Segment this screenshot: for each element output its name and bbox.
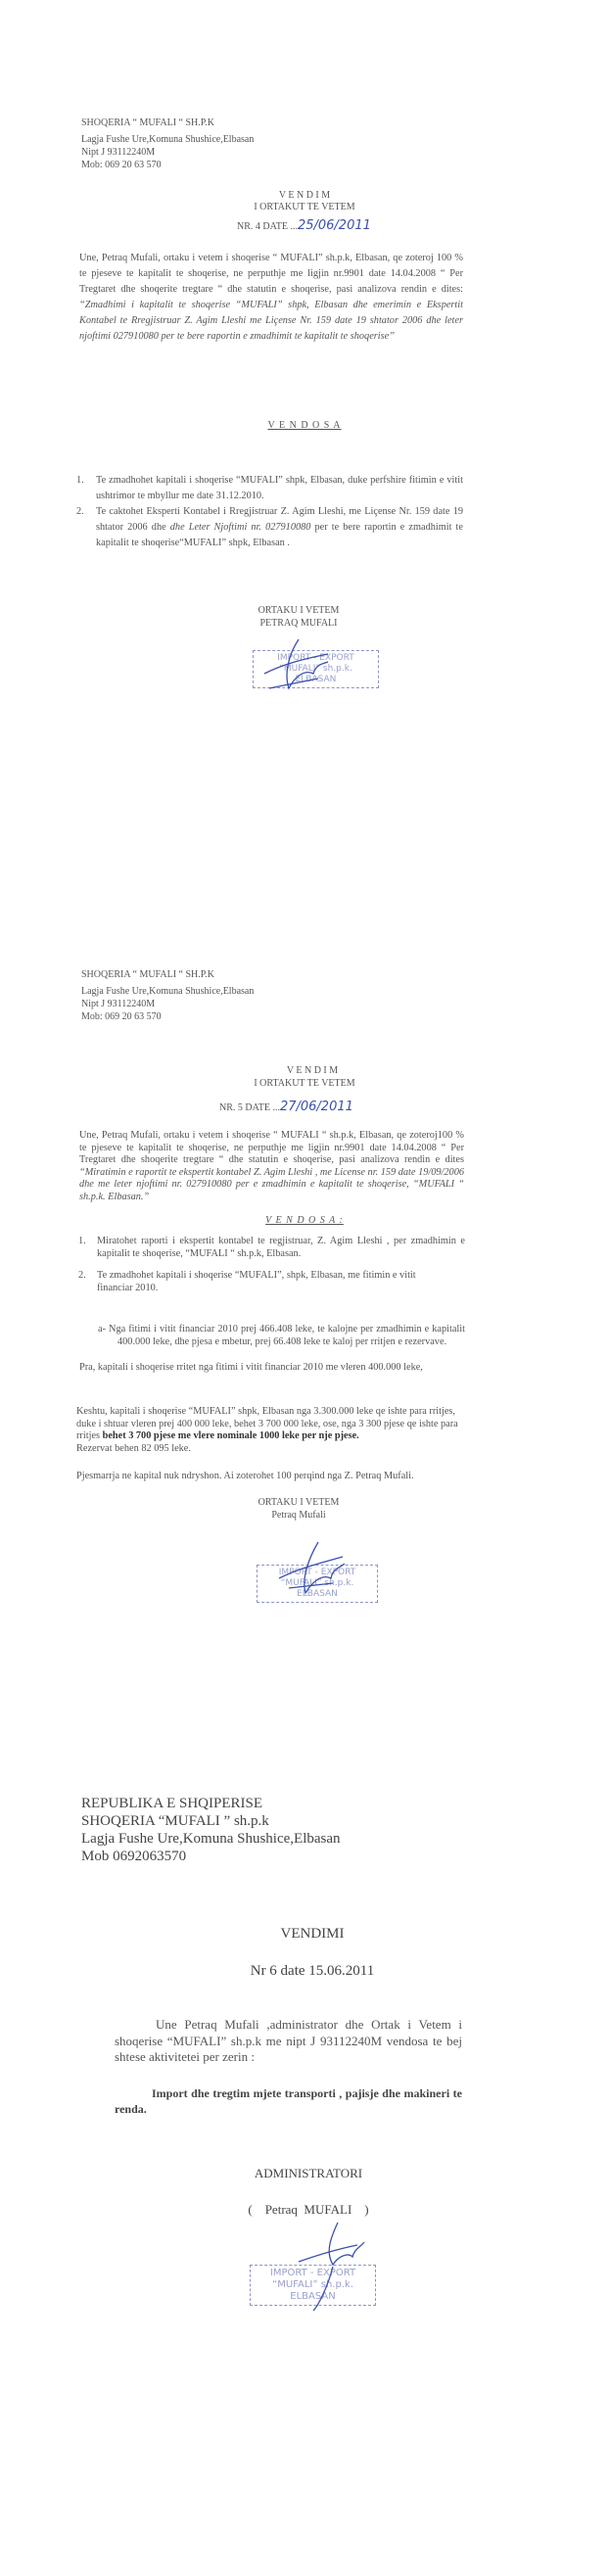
company-stamp: IMPORT - EXPORT “MUFALI” sh.p.k. ELBASAN — [253, 650, 379, 688]
handwritten-date: 25/06/2011 — [297, 218, 371, 233]
company-mobile: Mob: 069 20 63 570 — [81, 160, 162, 170]
company-mobile: Mob: 069 20 63 570 — [81, 1011, 162, 1022]
list-item: 1. Miratohet raporti i ekspertit kontabel te regjistruar, Z. Agim Lleshi , per zmadhimin e kapitalit te shoqerise, “MUFALI “ sh.p.k, Elbasan. — [78, 1236, 465, 1259]
company-nipt: Nipt J 93112240M — [81, 999, 156, 1009]
list-item: 2. Te caktohet Eksperti Kontabel i Rregjistruar Z. Agim Lleshi, me Liçense Nr. 159 date 19 shtator 2006 dhe dhe Leter Njoftimi nr. 027910080 per te bere raportin e zmadhimit te kapitalit te shoqerise“MUFALI” shpk, Elbasan . — [76, 506, 463, 548]
preamble-paragraph: Une, Petraq Mufali, ortaku i vetem i shoqerise “ MUFALI” sh.p.k, Elbasan, qe zoteroj 100 % te pjeseve te kapitalit te shoqerise, ne perputhje me ligjin nr.9901 date 14.04.2008 “ Per Tregtaret dhe shoqerite tregtare “ dhe statutin e shoqerise, pasi analizova rendin e dites: “Zmadhimi i kapitalit te shoqerise “MUFALI” shpk, Elbasan dhe emerimin e Ekspertit Kontabel te Rregjistruar Z. Agim Lleshi me Liçense Nr. 159 date 19 shtator 2006 dhe leter njoftimi 027910080 per te bere raportin e zmadhimit te kapitalit te shoqerise” — [79, 253, 463, 342]
decision-list — [76, 473, 463, 551]
signature-icon — [259, 634, 338, 693]
decision-number: NR. 5 DATE ...27/06/2011 — [219, 1100, 353, 1114]
signatory-name: Petraq Mufali — [271, 1510, 326, 1521]
capital-summary: Keshtu, kapitali i shoqerise “MUFALI” shpk, Elbasan nga 3.300.000 leke qe ishte para rritjes, duke i shtuar vleren prej 400 000 leke, behet 3 700 000 leke, ose, nga 3 300 pjese qe ishte para rritjes behet 3 700 pjese me vlere nominale 1000 leke per nje pjese. Rezervat behen 82 095 leke. — [76, 1406, 458, 1454]
preamble-paragraph: Une, Petraq Mufali, ortaku i vetem i shoqerise “ MUFALI “ sh.p.k, Elbasan, qe zoteroj100 % te pjeseve te kapitalit te shoqerise, ne perputhje me ligjin nr.9901 date 14.04.2008 “ Per Tregtaret dhe shoqerite tregtare “ dhe statutin e shoqerise, pasi analizova rendin e dites “Miratimin e raportit te ekspertit kontabel Z. Agim Lleshi , me License nr. 159 date 19/09/2006 dhe me leter njoftimi nr. 027910080 per e zmadhimin e kapitalit te shoqerise, “MUFALI “ sh.p.k. Elbasan.” — [79, 1130, 464, 1202]
company-address: Lagja Fushe Ure,Komuna Shushice,Elbasan — [81, 1831, 341, 1847]
vendosa-heading: V E N D O S A : — [265, 1215, 344, 1226]
sub-item-a: a- Nga fitimi i vitit financiar 2010 prej 466.408 leke, te kalojne per zmadhimin e kapitalit 400.000 leke, dhe pjesa e mbetur, prej 66.408 leke te kaloj per rritjen e rezervave. — [98, 1324, 465, 1347]
decision-subtitle: I ORTAKUT TE VETEM — [254, 1078, 355, 1089]
company-address: Lagja Fushe Ure,Komuna Shushice,Elbasan — [81, 134, 255, 145]
vendosa-heading: V E N D O S A — [267, 420, 342, 431]
signatory-role: ORTAKU I VETEM — [258, 1497, 340, 1508]
signature-icon — [294, 2218, 372, 2316]
signatory-role: ADMINISTRATORI — [254, 2166, 363, 2180]
company-nipt: Nipt J 93112240M — [81, 147, 156, 158]
decision-title: V E N D I M — [278, 190, 331, 201]
signatory-role: ORTAKU I VETEM — [258, 605, 340, 616]
list-item: 1. Te zmadhohet kapitali i shoqerise “MUFALI” shpk, Elbasan, duke perfshire fitimin e vitit ushtrimor te mbyllur me date 31.12.2010. — [76, 475, 463, 501]
decision-number: Nr 6 date 15.06.2011 — [250, 1963, 375, 1979]
company-name: SHOQERIA “ MUFALI “ SH.P.K — [81, 117, 214, 128]
signatory-name: PETRAQ MUFALI — [259, 618, 338, 629]
company-stamp: IMPORT - EXPORT “MUFALI” sh.p.k. ELBASAN — [250, 2265, 376, 2306]
republic-heading: REPUBLIKA E SHQIPERISE — [81, 1796, 263, 1811]
decision-title: V E N D I M — [286, 1065, 339, 1076]
decision-title: VENDIMI — [280, 1926, 345, 1942]
company-name: SHOQERIA “MUFALI ” sh.p.k — [81, 1813, 269, 1829]
handwritten-date: 27/06/2011 — [279, 1100, 353, 1114]
added-activity: Import dhe tregtim mjete transporti , pajisje dhe makineri te renda. — [115, 2086, 462, 2116]
decision-subtitle: I ORTAKUT TE VETEM — [254, 202, 355, 212]
participation-statement: Pjesmarrja ne kapital nuk ndryshon. Ai zoterohet 100 perqind nga Z. Petraq Mufali. — [76, 1471, 414, 1481]
list-item: 2. Te zmadhohet kapitali i shoqerise “MUFALI”, shpk, Elbasan, me fitimin e vitit financiar 2010. — [78, 1270, 416, 1293]
decision-list — [78, 1236, 465, 1294]
company-address: Lagja Fushe Ure,Komuna Shushice,Elbasan — [81, 986, 255, 997]
signature-icon — [274, 1539, 352, 1598]
company-mobile: Mob 0692063570 — [81, 1849, 187, 1864]
decision-paragraph: Une Petraq Mufali ,administrator dhe Ortak i Vetem i shoqerise “MUFALI” sh.p.k me nipt J 93112240M vendosa te bej shtese aktivitetei per zerin : — [115, 2017, 462, 2064]
capital-increase-statement: Pra, kapitali i shoqerise rritet nga fitimi i vitit financiar 2010 me vleren 400.000 leke, — [79, 1362, 423, 1373]
decision-number: NR. 4 DATE ...25/06/2011 — [237, 218, 371, 233]
company-stamp: IMPORT - EXPORT “MUFALI” sh.p.k. ELBASAN — [257, 1565, 378, 1603]
company-name: SHOQERIA “ MUFALI “ SH.P.K — [81, 969, 214, 980]
signatory-name: ( Petraq MUFALI ) — [248, 2202, 369, 2217]
